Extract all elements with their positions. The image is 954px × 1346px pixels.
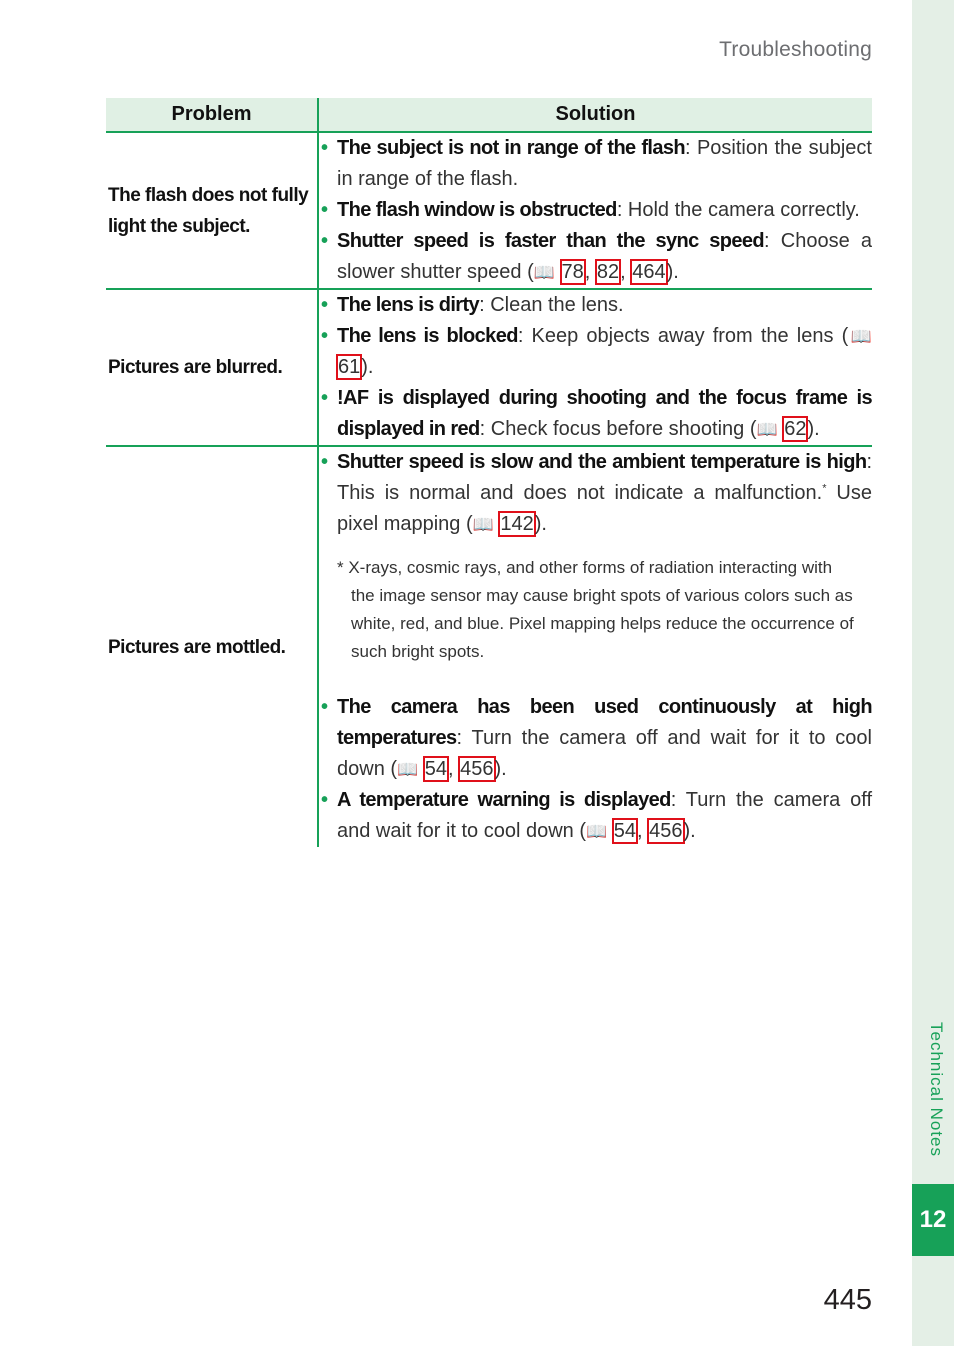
problem-cell: Pictures are mottled. [106, 446, 318, 847]
footnote: * X-rays, cosmic rays, and other forms of radiation interacting with the image sensor may cause bright spots of various colors such as white, red, and blue. Pixel mapping helps reduce the occurrence of such bright spots. [337, 558, 854, 661]
page-ref-link[interactable]: 54 [424, 758, 448, 780]
book-icon: 📖 [756, 420, 778, 439]
solution-item: • The lens is blocked: Keep objects away from the lens (📖 61). [319, 321, 872, 383]
book-icon: 📖 [397, 760, 419, 779]
chapter-tab[interactable]: 12 [912, 1184, 954, 1256]
page-ref-link[interactable]: 78 [561, 261, 584, 283]
solution-cell [318, 132, 872, 289]
page-ref-link[interactable]: 142 [500, 513, 534, 535]
page-number: 445 [823, 1284, 872, 1316]
table-row [106, 289, 872, 446]
book-icon: 📖 [472, 515, 494, 534]
page-ref-link[interactable]: 54 [613, 820, 636, 842]
solution-item: • Shutter speed is slow and the ambient temperature is high: This is normal and does not indicate a malfunction.* Use pixel mapping (📖 142). [319, 447, 872, 540]
column-header-solution: Solution [318, 98, 872, 132]
table-row [106, 446, 872, 847]
chapter-label: Technical Notes [927, 1022, 946, 1158]
book-icon: 📖 [586, 822, 608, 841]
solution-item: • Shutter speed is faster than the sync speed: Choose a slower shutter speed (📖 78, 82, 464). [319, 226, 872, 288]
problem-cell: The flash does not fully light the subject. [106, 132, 318, 289]
page-ref-link[interactable]: 62 [784, 418, 807, 440]
book-icon: 📖 [533, 263, 555, 282]
page-ref-link[interactable]: 456 [460, 758, 494, 780]
page-ref-link[interactable]: 82 [596, 261, 620, 283]
troubleshooting-table [106, 98, 872, 847]
table-row [106, 132, 872, 289]
solution-item: • The camera has been used continuously at high temperatures: Turn the camera off and wait for it to cool down (📖 54, 456). [319, 692, 872, 785]
section-title: Troubleshooting [719, 38, 872, 61]
column-header-problem: Problem [106, 98, 318, 132]
page-ref-link[interactable]: 61 [338, 356, 361, 378]
solution-cell [318, 446, 872, 847]
solution-item: • The subject is not in range of the flash: Position the subject in range of the flash. [319, 133, 872, 195]
problem-cell: Pictures are blurred. [106, 289, 318, 446]
page-ref-link[interactable]: 464 [632, 261, 666, 283]
solution-cell [318, 289, 872, 446]
solution-item: • !AF is displayed during shooting and the focus frame is displayed in red: Check focus before shooting (📖 62). [319, 383, 872, 445]
solution-item: • The flash window is obstructed: Hold the camera correctly. [319, 195, 872, 226]
book-icon: 📖 [848, 327, 873, 346]
page-ref-link[interactable]: 456 [649, 820, 683, 842]
solution-item: • A temperature warning is displayed: Turn the camera off and wait for it to cool down (📖 54, 456). [319, 785, 872, 847]
solution-item: • The lens is dirty: Clean the lens. [319, 290, 872, 321]
